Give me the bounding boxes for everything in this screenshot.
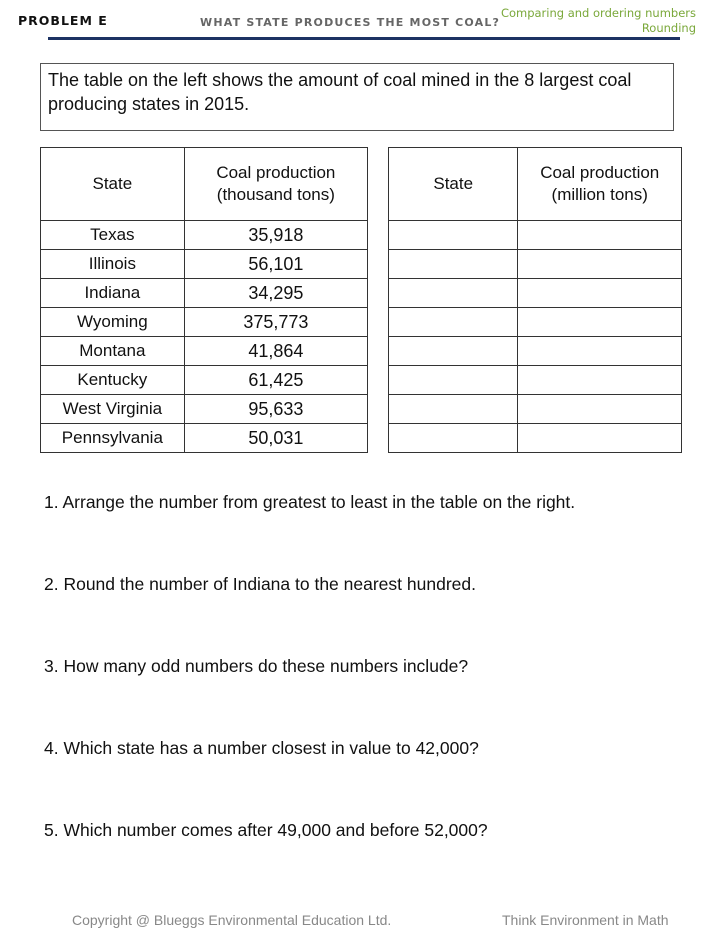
topic-comparing: Comparing and ordering numbers — [500, 6, 696, 20]
problem-label: PROBLEM E — [18, 13, 108, 28]
answer-state-cell[interactable] — [389, 250, 518, 279]
topic-rounding: Rounding — [641, 21, 696, 35]
table-row — [41, 395, 368, 424]
answer-production-cell[interactable] — [518, 279, 682, 308]
production-cell: 61,425 — [184, 366, 367, 395]
header-line: Coal production — [216, 163, 336, 182]
answer-state-cell[interactable] — [389, 366, 518, 395]
table-row — [41, 250, 368, 279]
header-state: State — [389, 148, 518, 221]
answer-row — [389, 366, 682, 395]
worksheet-title: WHAT STATE PRODUCES THE MOST COAL? — [200, 16, 501, 29]
question-5: 5. Which number comes after 49,000 and before 52,000? — [44, 820, 488, 840]
production-cell: 95,633 — [184, 395, 367, 424]
state-cell: Kentucky — [41, 366, 185, 395]
answer-production-cell[interactable] — [518, 366, 682, 395]
question-1: 1. Arrange the number from greatest to least in the table on the right. — [44, 492, 576, 512]
production-cell: 34,295 — [184, 279, 367, 308]
answer-state-cell[interactable] — [389, 424, 518, 453]
table-row — [41, 308, 368, 337]
table-row — [41, 221, 368, 250]
state-cell: Texas — [41, 221, 185, 250]
answer-state-cell[interactable] — [389, 395, 518, 424]
question-2: 2. Round the number of Indiana to the nearest hundred. — [44, 574, 476, 594]
header-line: (million tons) — [551, 185, 648, 204]
header-coal-production — [184, 148, 367, 221]
state-cell: Indiana — [41, 279, 185, 308]
state-cell: Pennsylvania — [41, 424, 185, 453]
header-rule — [48, 37, 680, 40]
state-cell: West Virginia — [41, 395, 185, 424]
answer-row — [389, 279, 682, 308]
footer-copyright: Copyright @ Blueggs Environmental Education Ltd. — [72, 912, 392, 928]
answer-state-cell[interactable] — [389, 308, 518, 337]
coal-production-table — [40, 147, 368, 453]
intro-box: The table on the left shows the amount of coal mined in the 8 largest coal producing states in 2015. — [40, 63, 674, 131]
answer-row — [389, 221, 682, 250]
header-line: Coal production — [540, 163, 660, 182]
answer-table — [388, 147, 682, 453]
answer-production-cell[interactable] — [518, 221, 682, 250]
table-row — [41, 279, 368, 308]
answer-row — [389, 395, 682, 424]
production-cell: 56,101 — [184, 250, 367, 279]
answer-row — [389, 308, 682, 337]
question-4: 4. Which state has a number closest in value to 42,000? — [44, 738, 479, 758]
table-row — [41, 337, 368, 366]
question-3: 3. How many odd numbers do these numbers include? — [44, 656, 469, 676]
answer-state-cell[interactable] — [389, 279, 518, 308]
table-header-row — [41, 148, 368, 221]
answer-production-cell[interactable] — [518, 308, 682, 337]
state-cell: Illinois — [41, 250, 185, 279]
answer-state-cell[interactable] — [389, 337, 518, 366]
state-cell: Montana — [41, 337, 185, 366]
header-line: (thousand tons) — [216, 185, 335, 204]
table-row — [41, 424, 368, 453]
answer-production-cell[interactable] — [518, 424, 682, 453]
table-row — [41, 366, 368, 395]
answer-state-cell[interactable] — [389, 221, 518, 250]
answer-row — [389, 250, 682, 279]
answer-production-cell[interactable] — [518, 395, 682, 424]
answer-production-cell[interactable] — [518, 337, 682, 366]
state-cell: Wyoming — [41, 308, 185, 337]
production-cell: 375,773 — [184, 308, 367, 337]
header-coal-production — [518, 148, 682, 221]
footer-tagline: Think Environment in Math — [502, 912, 669, 928]
production-cell: 35,918 — [184, 221, 367, 250]
answer-row — [389, 424, 682, 453]
answer-row — [389, 337, 682, 366]
table-header-row — [389, 148, 682, 221]
topic-tags — [501, 6, 696, 36]
production-cell: 50,031 — [184, 424, 367, 453]
production-cell: 41,864 — [184, 337, 367, 366]
answer-production-cell[interactable] — [518, 250, 682, 279]
header-state: State — [41, 148, 185, 221]
